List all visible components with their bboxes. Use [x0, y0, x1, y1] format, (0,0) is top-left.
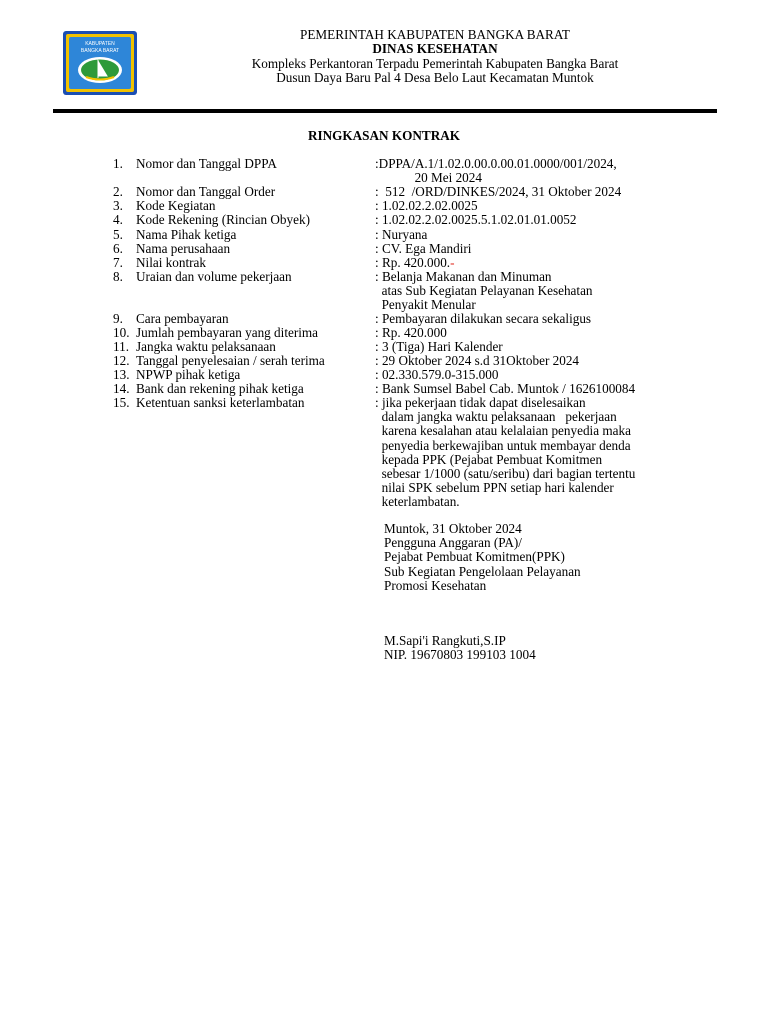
item-value: : 1.02.02.2.02.0025: [375, 198, 478, 213]
signature-place-date: Muntok, 31 Oktober 2024: [384, 521, 522, 536]
item-label: Jangka waktu pelaksanaan: [136, 339, 276, 354]
item-value: kepada PPK (Pejabat Pembuat Komitmen: [375, 451, 603, 467]
header-agency: DINAS KESEHATAN: [372, 41, 498, 56]
item-value: : 512 /ORD/DINKES/2024, 31 Oktober 2024: [375, 184, 622, 199]
item-value: : Bank Sumsel Babel Cab. Muntok / 1626100084: [375, 381, 636, 396]
item-number: 3.: [113, 198, 123, 213]
item-value: : Rp. 420.000: [375, 325, 447, 340]
item-value: : CV. Ega Mandiri: [375, 241, 472, 256]
item-number: 5.: [113, 227, 123, 242]
item-label: Kode Rekening (Rincian Obyek): [136, 212, 310, 227]
item-value: : 1.02.02.2.02.0025.5.1.02.01.01.0052: [375, 212, 577, 227]
item-number: 15.: [113, 395, 130, 410]
item-number: 2.: [113, 184, 123, 199]
signature-role-2: Pejabat Pembuat Komitmen(PPK): [384, 549, 565, 564]
header-address-2: Dusun Daya Baru Pal 4 Desa Belo Laut Kecamatan Muntok: [276, 70, 594, 85]
item-value: penyedia berkewajiban untuk membayar denda: [375, 437, 631, 453]
document-title: RINGKASAN KONTRAK: [307, 128, 461, 143]
item-number: 14.: [113, 381, 130, 396]
item-value: nilai SPK sebelum PPN setiap hari kalender: [375, 480, 614, 496]
item-value: : 29 Oktober 2024 s.d 31Oktober 2024: [375, 353, 580, 368]
signature-role-1: Pengguna Anggaran (PA)/: [384, 535, 522, 550]
item-value: keterlambatan.: [375, 494, 460, 510]
item-number: 9.: [113, 311, 123, 326]
item-value: : 3 (Tiga) Hari Kalender: [375, 339, 503, 354]
item-label: Ketentuan sanksi keterlambatan: [136, 395, 305, 410]
item-label: Jumlah pembayaran yang diterima: [136, 325, 318, 340]
item-value-suffix: -: [450, 255, 455, 270]
item-value: :DPPA/A.1/1.02.0.00.0.00.01.0000/001/2024,: [375, 156, 617, 171]
item-value: sebesar 1/1000 (satu/seribu) dari bagian tertentu: [375, 466, 636, 481]
logo-text-top: KABUPATEN: [85, 41, 115, 47]
item-number: 8.: [113, 269, 123, 284]
signature-name: M.Sapi'i Rangkuti,S.IP: [384, 633, 506, 648]
item-value: dalam jangka waktu pelaksanaan pekerjaan: [375, 409, 617, 425]
item-value: : Pembayaran dilakukan secara sekaligus: [375, 311, 592, 326]
item-label: Cara pembayaran: [136, 311, 229, 326]
item-label: Nama Pihak ketiga: [136, 227, 237, 242]
item-value: : Rp. 420.000.-: [375, 255, 455, 270]
item-label: Bank dan rekening pihak ketiga: [136, 381, 304, 396]
header-government: PEMERINTAH KABUPATEN BANGKA BARAT: [300, 27, 570, 42]
item-value: atas Sub Kegiatan Pelayanan Kesehatan: [375, 283, 593, 299]
logo-text-mid: BANGKA BARAT: [80, 48, 120, 54]
item-number: 10.: [113, 325, 130, 340]
item-label: Kode Kegiatan: [136, 198, 216, 213]
signature-role-3: Sub Kegiatan Pengelolaan Pelayanan: [384, 564, 581, 579]
item-number: 7.: [113, 255, 123, 270]
header-address-1: Kompleks Perkantoran Terpadu Pemerintah Kabupaten Bangka Barat: [251, 56, 619, 71]
item-value: : Nuryana: [375, 227, 428, 242]
kabupaten-bangka-barat-logo: [62, 30, 138, 96]
item-value: : Belanja Makanan dan Minuman: [375, 269, 552, 284]
item-number: 4.: [113, 212, 123, 227]
item-label: Tanggal penyelesaian / serah terima: [136, 353, 325, 368]
item-value: karena kesalahan atau kelalaian penyedia maka: [375, 423, 631, 439]
item-value: 20 Mei 2024: [375, 170, 482, 186]
item-value: Penyakit Menular: [375, 297, 476, 313]
item-number: 13.: [113, 367, 130, 382]
item-number: 11.: [113, 339, 129, 354]
item-label: Nomor dan Tanggal DPPA: [136, 156, 277, 171]
item-number: 12.: [113, 353, 130, 368]
signature-role-4: Promosi Kesehatan: [384, 578, 487, 593]
item-number: 6.: [113, 241, 123, 256]
item-label: Nilai kontrak: [136, 255, 206, 270]
item-number: 1.: [113, 156, 123, 171]
header-divider: [53, 109, 717, 113]
item-value: : 02.330.579.0-315.000: [375, 367, 499, 382]
item-label: NPWP pihak ketiga: [136, 367, 241, 382]
signature-nip: NIP. 19670803 199103 1004: [384, 647, 536, 662]
item-label: Uraian dan volume pekerjaan: [136, 269, 292, 284]
item-label: Nomor dan Tanggal Order: [136, 184, 276, 199]
item-label: Nama perusahaan: [136, 241, 231, 256]
item-value: : jika pekerjaan tidak dapat diselesaikan: [375, 395, 586, 410]
